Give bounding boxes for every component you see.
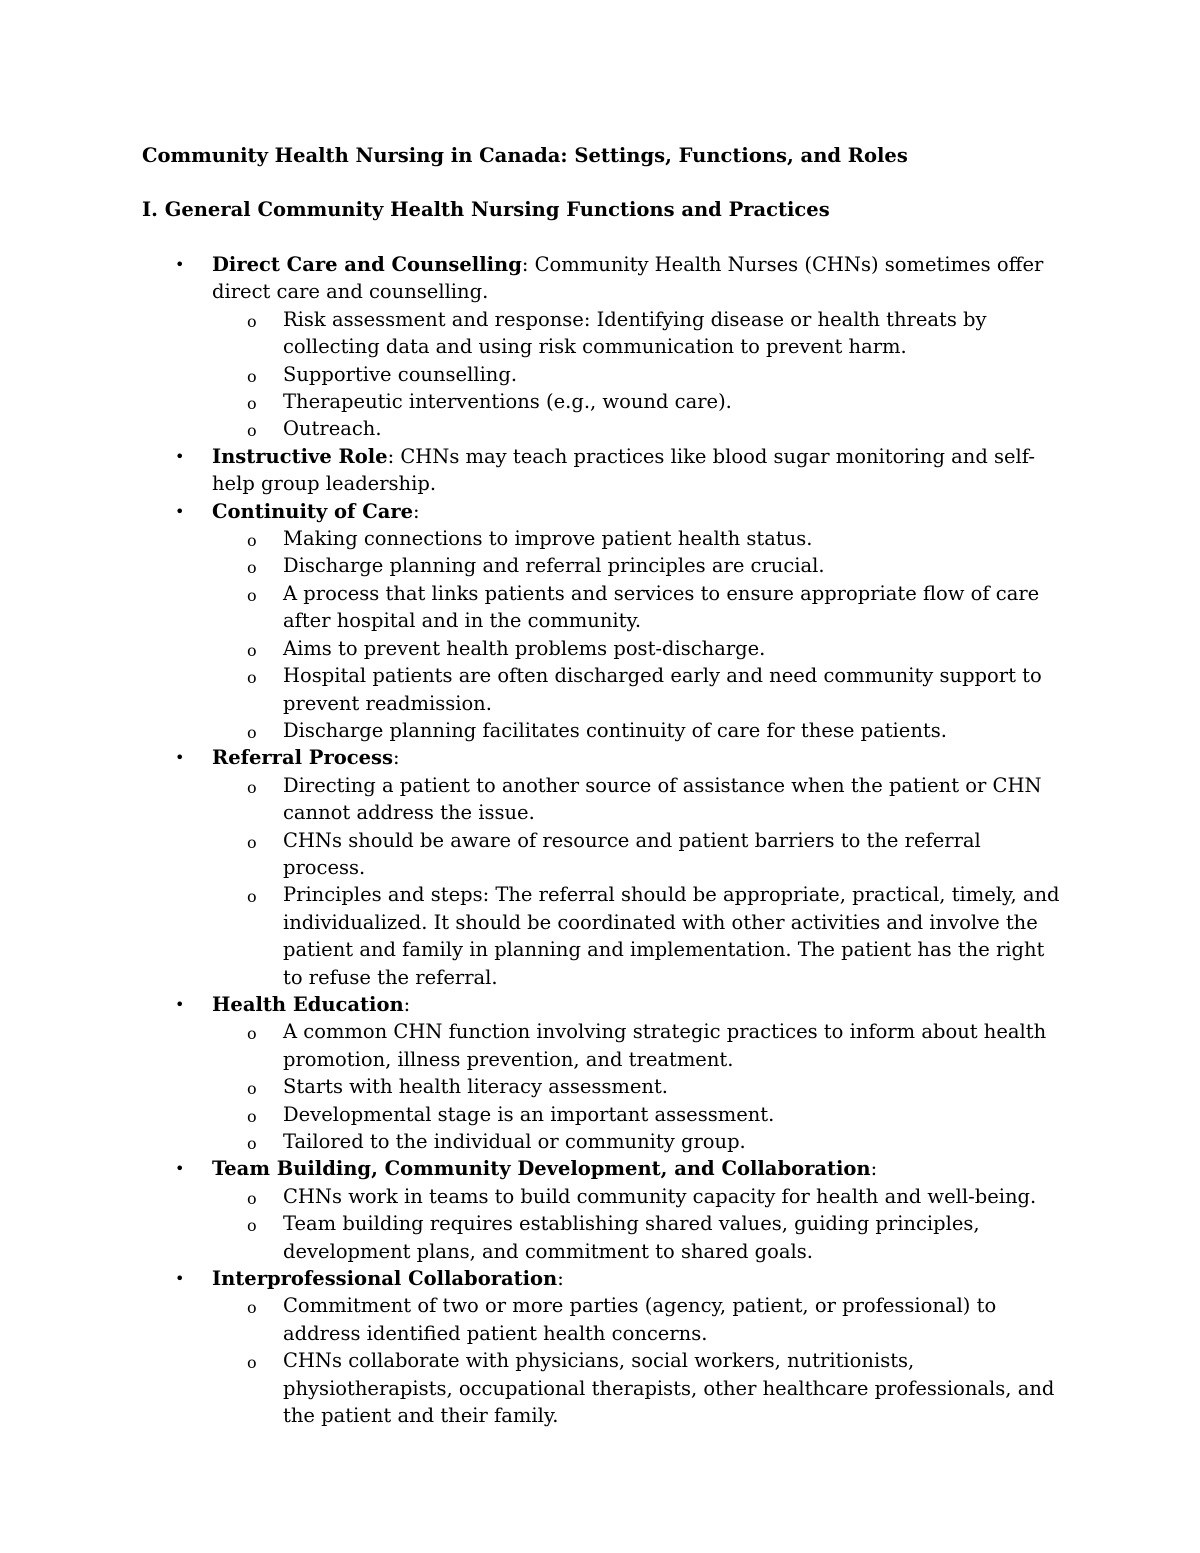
item-text: : (870, 1157, 878, 1181)
item-term: Direct Care and Counselling (212, 253, 522, 276)
circle-bullet-icon: o (247, 1079, 257, 1099)
item-term: Health Education (212, 992, 404, 1016)
list-item (0, 498, 1200, 745)
list-item (0, 1265, 1200, 1429)
sub-item-text: Supportive counselling. (283, 362, 518, 386)
sub-item-text: Risk assessment and response: Identifying disease or health threats by collecting data and using risk communication to prevent harm. (283, 307, 987, 359)
circle-bullet-icon: o (247, 1353, 257, 1373)
sub-item-text: A process that links patients and services to ensure appropriate flow of care after hospital and in the community. (283, 581, 1040, 633)
circle-bullet-icon: o (247, 668, 257, 688)
sub-item-text: Team building requires establishing shared values, guiding principles, development plans, and commitment to shared goals. (283, 1212, 980, 1263)
sub-list-item (0, 772, 1060, 827)
item-term: Instructive Role (212, 444, 388, 468)
sub-list (212, 772, 1060, 991)
circle-bullet-icon: o (247, 1134, 257, 1153)
sub-list-item (0, 1101, 1060, 1128)
sub-item-text: CHNs should be aware of resource and patient barriers to the referral process. (283, 828, 981, 879)
item-term: Referral Process (212, 746, 393, 770)
circle-bullet-icon: o (247, 1024, 257, 1044)
list-item (0, 1155, 1200, 1265)
sub-list-item (0, 1292, 1060, 1347)
sub-item-text: Hospital patients are often discharged early and need community support to prevent readmission. (283, 664, 1042, 715)
sub-list-item (0, 388, 1060, 415)
bullet-icon: • (175, 1159, 185, 1179)
item-text: : (403, 992, 411, 1016)
sub-item-text: Making connections to improve patient health status. (283, 527, 813, 551)
sub-item-text: Aims to prevent health problems post-discharge. (283, 636, 766, 660)
bullet-icon: • (175, 255, 185, 274)
sub-list-item (0, 635, 1060, 662)
sub-list-item (0, 1347, 1060, 1429)
sub-list-item (0, 552, 1060, 579)
item-text: : (413, 499, 420, 523)
sub-list-item (0, 415, 1060, 442)
circle-bullet-icon: o (247, 1188, 257, 1208)
circle-bullet-icon: o (247, 832, 257, 852)
sub-item-text: CHNs work in teams to build community capacity for health and well-being. (283, 1184, 1037, 1208)
sub-item-text: Therapeutic interventions (e.g., wound care). (283, 390, 732, 414)
sub-list-item (0, 306, 1060, 361)
sub-item-text: Starts with health literacy assessment. (283, 1075, 669, 1099)
sub-list (212, 525, 1060, 744)
sub-list-item (0, 1018, 1060, 1073)
circle-bullet-icon: o (247, 1216, 257, 1236)
sub-item-text: Principles and steps: The referral should be appropriate, practical, timely, and individualized. It should be coordinated with other activities and involve the patient and family in planning and implementation. The patient has the right to refuse the referral. (283, 883, 1060, 989)
sub-list-item (0, 1210, 1060, 1265)
list-item (0, 744, 1200, 991)
sub-item-text: A common CHN function involving strategic practices to inform about health promotion, illness prevention, and treatment. (283, 1020, 1047, 1071)
section-heading: I. General Community Health Nursing Functions and Practices (142, 198, 830, 221)
circle-bullet-icon: o (247, 887, 257, 907)
bullet-icon: • (175, 446, 185, 466)
sub-item-text: Tailored to the individual or community group. (283, 1130, 746, 1153)
item-text: : CHNs may teach practices like blood sugar monitoring and self-help group leadership. (212, 444, 1035, 496)
sub-list (212, 1183, 1060, 1265)
bullet-icon: • (175, 994, 185, 1014)
circle-bullet-icon: o (247, 366, 257, 386)
circle-bullet-icon: o (247, 558, 257, 578)
circle-bullet-icon: o (247, 394, 257, 414)
item-text: : Community Health Nurses (CHNs) sometimes offer direct care and counselling. (212, 253, 1044, 304)
sub-item-text: Outreach. (283, 417, 382, 441)
circle-bullet-icon: o (247, 585, 257, 605)
sub-list-item (0, 1183, 1060, 1210)
list-item (0, 251, 1200, 443)
sub-list-item (0, 881, 1060, 991)
circle-bullet-icon: o (247, 722, 257, 742)
list-item (0, 443, 1200, 498)
sub-list-item (0, 827, 1060, 882)
circle-bullet-icon: o (247, 421, 257, 441)
sub-list-item (0, 717, 1060, 744)
item-term: Continuity of Care (212, 499, 414, 523)
circle-bullet-icon: o (247, 1106, 257, 1126)
list-item (0, 991, 1200, 1155)
sub-list-item (0, 525, 1060, 552)
sub-list-item (0, 361, 1060, 388)
sub-list-item (0, 1073, 1060, 1100)
circle-bullet-icon: o (247, 1298, 257, 1318)
bullet-icon: • (175, 1269, 185, 1289)
circle-bullet-icon: o (247, 311, 257, 331)
sub-item-text: Discharge planning and referral principles are crucial. (283, 554, 825, 578)
sub-item-text: Discharge planning facilitates continuity of care for these patients. (283, 718, 947, 742)
sub-list (212, 1292, 1060, 1429)
bullet-icon: • (175, 748, 185, 768)
sub-item-text: CHNs collaborate with physicians, social workers, nutritionists, physiotherapists, occupational therapists, other healthcare professionals, and the patient and their family. (283, 1349, 1055, 1428)
sub-list-item (0, 662, 1060, 717)
circle-bullet-icon: o (247, 640, 257, 660)
circle-bullet-icon: o (247, 531, 257, 551)
sub-list (212, 306, 1060, 443)
sub-list-item (0, 1128, 1060, 1155)
circle-bullet-icon: o (247, 777, 257, 797)
item-text: : (392, 746, 400, 770)
item-text: : (557, 1267, 564, 1291)
item-term: Team Building, Community Development, and Collaboration (212, 1157, 871, 1181)
bullet-list (0, 251, 1200, 1429)
sub-item-text: Developmental stage is an important assessment. (283, 1102, 775, 1126)
sub-item-text: Directing a patient to another source of assistance when the patient or CHN cannot address the issue. (283, 773, 1042, 825)
bullet-icon: • (175, 501, 185, 521)
item-term: Interprofessional Collaboration (212, 1267, 558, 1291)
sub-item-text: Commitment of two or more parties (agency, patient, or professional) to address identified patient health concerns. (283, 1294, 997, 1345)
sub-list-item (0, 580, 1060, 635)
sub-list (212, 1018, 1060, 1155)
document-title: Community Health Nursing in Canada: Settings, Functions, and Roles (142, 144, 908, 167)
